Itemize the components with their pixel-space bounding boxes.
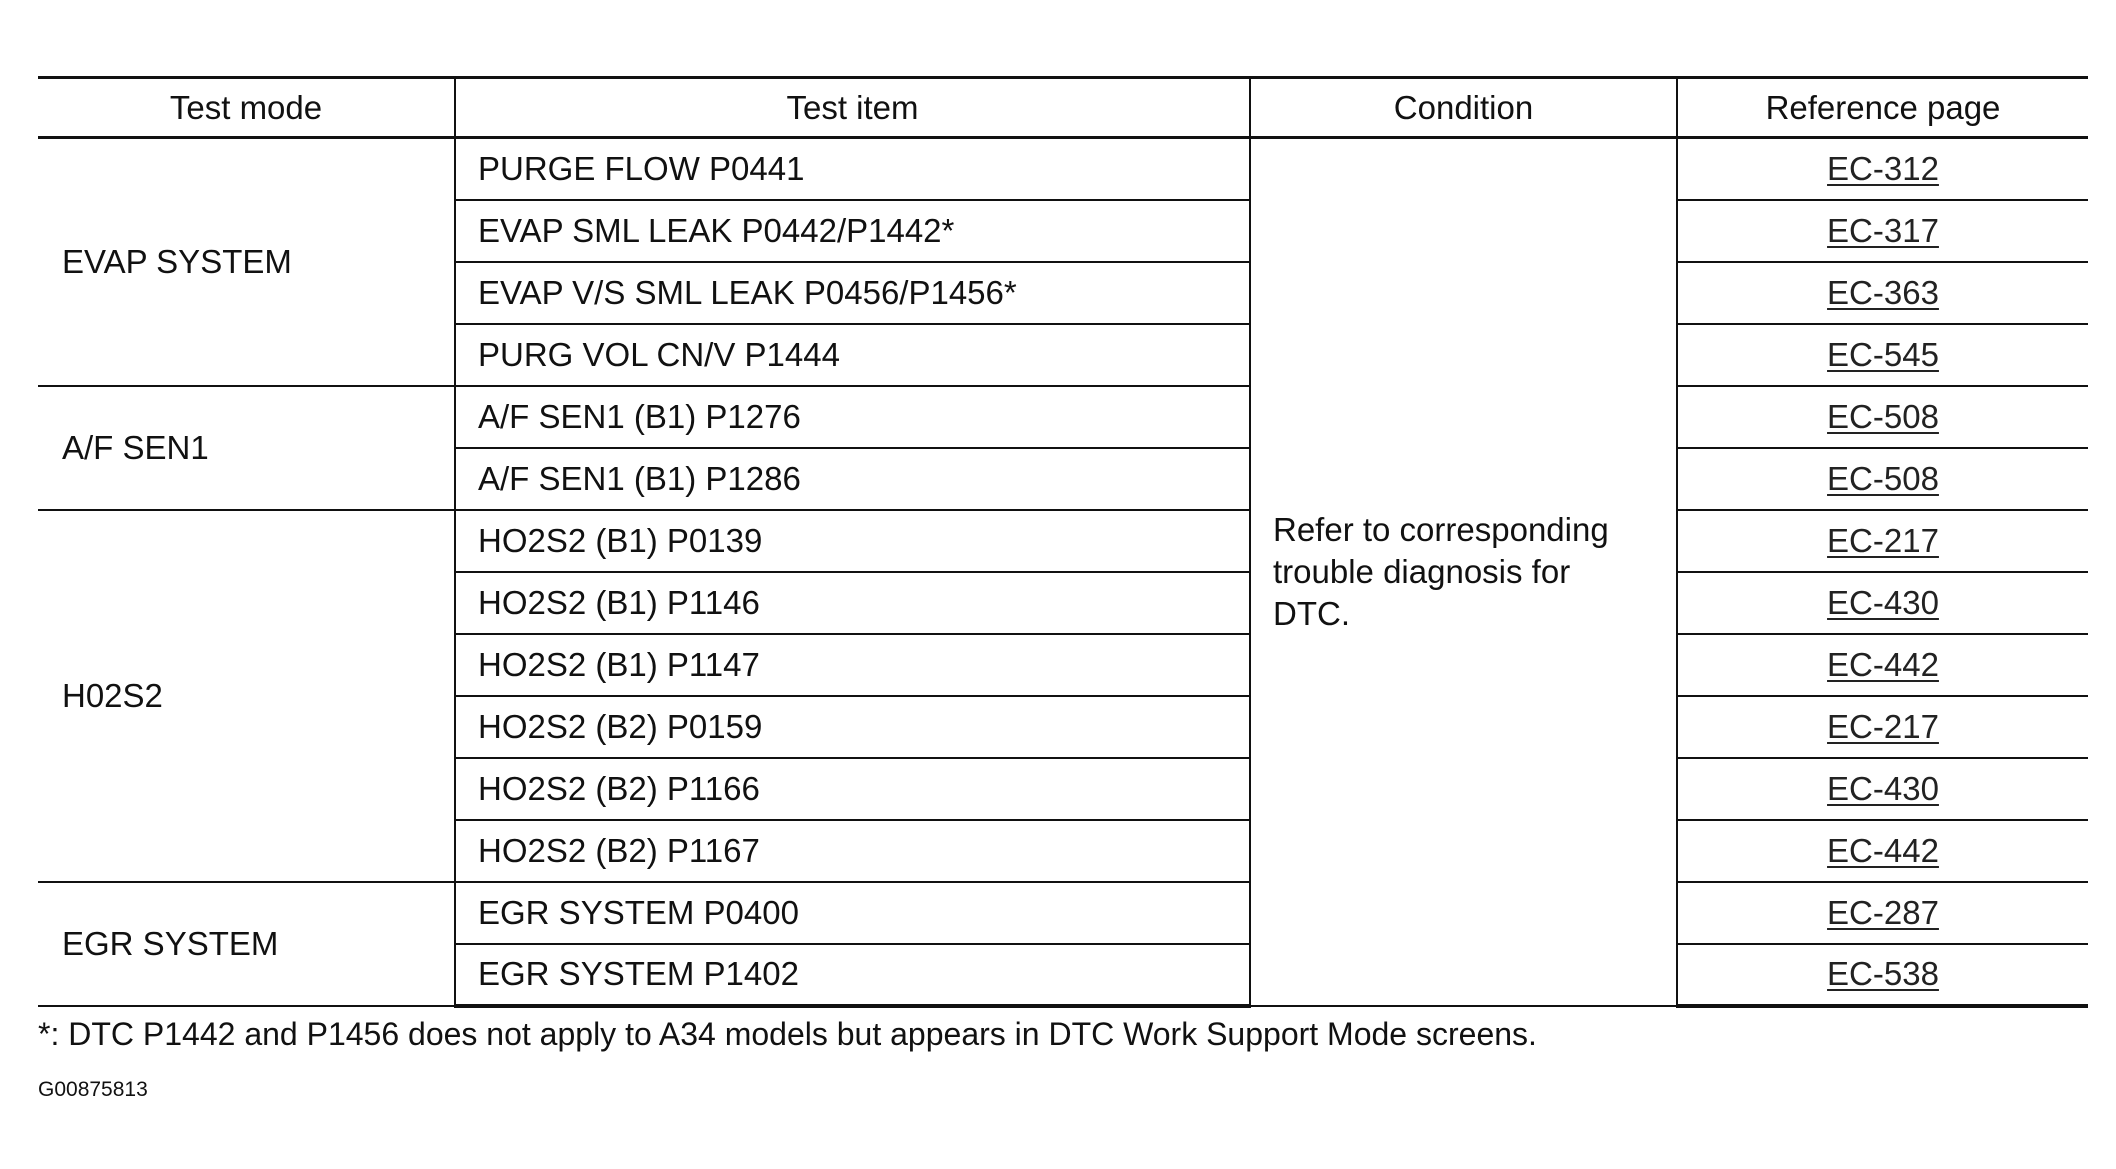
reference-page-cell	[1677, 572, 2088, 634]
reference-page-cell	[1677, 634, 2088, 696]
test-item-cell: EGR SYSTEM P0400	[455, 882, 1250, 944]
table-row	[38, 386, 2088, 448]
reference-page-cell	[1677, 324, 2088, 386]
reference-page-cell	[1677, 386, 2088, 448]
reference-page-cell	[1677, 820, 2088, 882]
test-item-cell: EVAP V/S SML LEAK P0456/P1456*	[455, 262, 1250, 324]
reference-page-link[interactable]: EC-217	[1827, 707, 1939, 745]
test-item-cell: A/F SEN1 (B1) P1276	[455, 386, 1250, 448]
test-item-cell: EGR SYSTEM P1402	[455, 944, 1250, 1006]
reference-page-link[interactable]: EC-430	[1827, 769, 1939, 807]
table-header-row	[38, 78, 2088, 138]
reference-page-cell	[1677, 758, 2088, 820]
reference-page-link[interactable]: EC-217	[1827, 521, 1939, 559]
reference-page-cell	[1677, 200, 2088, 262]
test-item-cell: PURGE FLOW P0441	[455, 138, 1250, 200]
reference-page-link[interactable]: EC-442	[1827, 645, 1939, 683]
reference-page-link[interactable]: EC-538	[1827, 955, 1939, 992]
reference-page-link[interactable]: EC-508	[1827, 397, 1939, 435]
test-item-cell: PURG VOL CN/V P1444	[455, 324, 1250, 386]
test-mode-cell: EVAP SYSTEM	[38, 138, 455, 386]
reference-page-link[interactable]: EC-287	[1827, 893, 1939, 931]
test-item-cell: EVAP SML LEAK P0442/P1442*	[455, 200, 1250, 262]
test-mode-cell: H02S2	[38, 510, 455, 882]
table-row	[38, 510, 2088, 572]
reference-page-cell	[1677, 944, 2088, 1006]
table-footnote: *: DTC P1442 and P1456 does not apply to A34 models but appears in DTC Work Support Mode screens.	[38, 1016, 1537, 1052]
reference-page-link[interactable]: EC-430	[1827, 583, 1939, 621]
test-mode-cell: A/F SEN1	[38, 386, 455, 510]
figure-code: G00875813	[38, 1078, 148, 1101]
header-condition: Condition	[1250, 78, 1677, 138]
header-test-mode: Test mode	[38, 78, 455, 138]
reference-page-cell	[1677, 448, 2088, 510]
dtc-work-support-table-container	[38, 76, 2088, 1008]
reference-page-link[interactable]: EC-363	[1827, 273, 1939, 311]
condition-cell: Refer to corresponding trouble diagnosis for DTC.	[1250, 138, 1677, 1006]
reference-page-link[interactable]: EC-312	[1827, 149, 1939, 187]
table-row	[38, 138, 2088, 200]
test-item-cell: HO2S2 (B2) P1167	[455, 820, 1250, 882]
test-item-cell: A/F SEN1 (B1) P1286	[455, 448, 1250, 510]
reference-page-cell	[1677, 882, 2088, 944]
reference-page-cell	[1677, 696, 2088, 758]
reference-page-link[interactable]: EC-508	[1827, 459, 1939, 497]
test-item-cell: HO2S2 (B2) P1166	[455, 758, 1250, 820]
reference-page-link[interactable]: EC-545	[1827, 335, 1939, 373]
dtc-work-support-table	[38, 76, 2088, 1008]
header-reference-page: Reference page	[1677, 78, 2088, 138]
test-item-cell: HO2S2 (B1) P1147	[455, 634, 1250, 696]
reference-page-cell	[1677, 262, 2088, 324]
reference-page-link[interactable]: EC-317	[1827, 211, 1939, 249]
table-row	[38, 882, 2088, 944]
test-item-cell: HO2S2 (B1) P0139	[455, 510, 1250, 572]
reference-page-cell	[1677, 138, 2088, 200]
test-item-cell: HO2S2 (B1) P1146	[455, 572, 1250, 634]
test-item-cell: HO2S2 (B2) P0159	[455, 696, 1250, 758]
test-mode-cell: EGR SYSTEM	[38, 882, 455, 1006]
reference-page-link[interactable]: EC-442	[1827, 831, 1939, 869]
reference-page-cell	[1677, 510, 2088, 572]
header-test-item: Test item	[455, 78, 1250, 138]
